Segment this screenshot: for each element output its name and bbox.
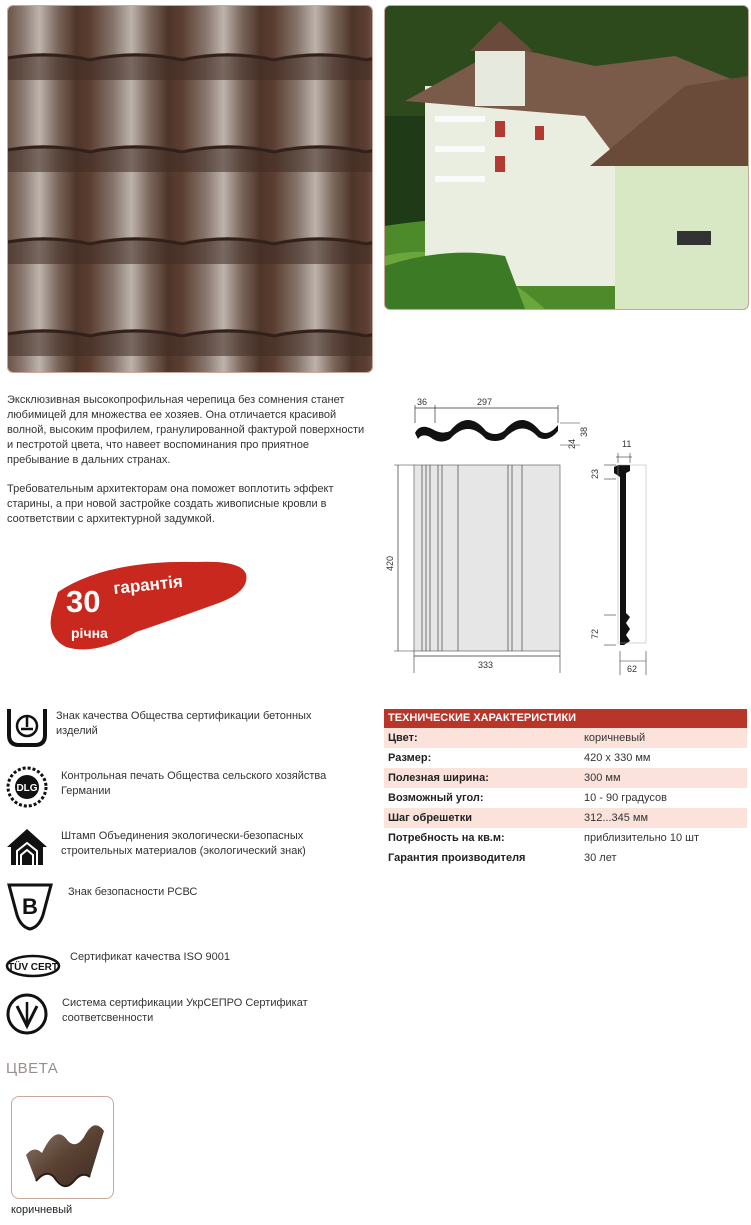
spec-value: 30 лет: [584, 852, 617, 864]
table-row: [384, 848, 747, 868]
spec-value: приблизительно 10 шт: [584, 832, 699, 844]
dim-333: 333: [478, 660, 494, 670]
certificate-item: [5, 883, 375, 933]
spec-value: 300 мм: [580, 768, 747, 788]
certificate-text: Штамп Объединения экологически-безопасных строительных материалов (экологический знак): [61, 830, 306, 857]
specs-title: ТЕХНИЧЕСКИЕ ХАРАКТЕРИСТИКИ: [384, 709, 747, 728]
certificate-text: Знак безопасности РСВС: [68, 886, 198, 898]
badge-number: 30: [66, 584, 101, 619]
certificate-text: Система сертификации УкрСЕПРО Сертификат соответсвенности: [62, 997, 308, 1024]
color-swatch-brown[interactable]: [11, 1096, 114, 1199]
table-row: [384, 728, 747, 748]
spec-value: 420 х 330 мм: [584, 752, 651, 764]
spec-key: Шаг обрешетки: [384, 808, 580, 828]
b-shield-icon: [5, 883, 49, 927]
badge-word: гарантія: [112, 571, 184, 598]
dim-72: 72: [590, 628, 600, 639]
table-row: [384, 808, 747, 828]
certificate-item: [5, 705, 375, 755]
dim-11: 11: [622, 439, 632, 449]
colors-heading: ЦВЕТА: [6, 1060, 59, 1077]
svg-text:DLG: DLG: [16, 783, 38, 794]
color-swatch-label: коричневый: [11, 1204, 73, 1216]
dlg-seal-icon: [5, 765, 49, 809]
spec-value: 312...345 мм: [580, 808, 747, 828]
spec-key: Потребность на кв.м:: [388, 832, 505, 844]
certificate-text: Знак качества Общества сертификации бетонных изделий: [56, 710, 312, 737]
spec-key: Гарантия производителя: [388, 852, 526, 864]
certificate-text: Сертификат качества ISO 9001: [70, 951, 231, 963]
table-row: [384, 788, 747, 808]
certificate-item: [5, 948, 375, 998]
spec-key: Возможный угол:: [388, 792, 484, 804]
ukrsepro-icon: [5, 992, 49, 1036]
table-row: [384, 768, 747, 788]
badge-sub: річна: [71, 625, 108, 641]
dim-62: 62: [627, 664, 638, 674]
tile-technical-drawing: [380, 393, 650, 683]
certificate-item: [5, 825, 375, 875]
spec-key: Цвет:: [384, 728, 580, 748]
dim-36: 36: [417, 397, 428, 407]
description-paragraph-1: Эксклюзивная высокопрофильная черепица без сомнения станет любимицей для множества ее хозяев. Она отличается красивой волной, высоким профилем, гранулированной фактурой поверхности и пестротой цвета, что навеет воспоминания про приятное пребывание в дальних странах.: [7, 394, 365, 466]
villa-photo: [384, 5, 749, 310]
dim-297: 297: [477, 397, 493, 407]
certificate-item: [5, 765, 375, 815]
dim-24: 24: [567, 438, 577, 449]
spec-value: коричневый: [580, 728, 747, 748]
roof-tiles-photo: [7, 5, 373, 373]
tuv-cert-icon: [5, 948, 61, 992]
spec-key: Полезная ширина:: [384, 768, 580, 788]
table-row: [384, 748, 747, 768]
table-row: [384, 828, 747, 848]
spec-value: 10 - 90 градусов: [584, 792, 667, 804]
dim-420: 420: [385, 555, 395, 571]
svg-text:B: B: [22, 894, 38, 919]
dim-23: 23: [590, 468, 600, 479]
certificate-item: [5, 992, 375, 1042]
certificate-text: Контрольная печать Общества сельского хозяйства Германии: [61, 770, 327, 797]
tuv-cert-icon-text: TÜV CERT: [8, 962, 58, 973]
eco-house-icon: [5, 825, 49, 869]
quality-mark-icon: [5, 705, 49, 749]
technical-specs-table: [384, 709, 747, 868]
dim-38: 38: [579, 426, 589, 437]
spec-key: Размер:: [388, 752, 432, 764]
guarantee-badge: [46, 552, 248, 656]
description-paragraph-2: Требовательным архитекторам она поможет воплотить эффект старины, а при новой застройке создать живописные кровли в соответствии с архитектурной задумкой.: [7, 483, 334, 525]
